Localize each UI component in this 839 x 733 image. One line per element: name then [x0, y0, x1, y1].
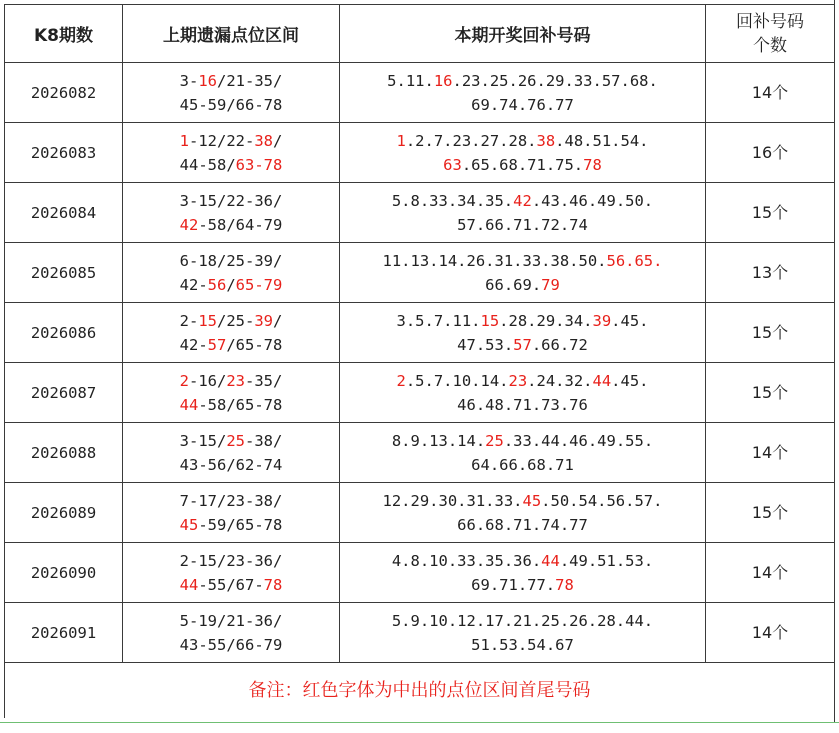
period-cell: 2026090	[5, 543, 123, 603]
number-text: -55/67-	[198, 575, 264, 594]
number-text: /	[226, 275, 236, 294]
numbers-line	[340, 369, 705, 393]
number-text: -16/	[189, 371, 227, 390]
number-text: 42-	[179, 275, 208, 294]
number-text: .33.44.46.49.55.	[503, 431, 654, 450]
number-text: 6-18/25-39/	[179, 251, 283, 270]
interval-line	[123, 189, 339, 213]
count-cell: 15个	[706, 183, 835, 243]
number-text: 5.11.	[387, 71, 434, 90]
number-text: -58/65-78	[198, 395, 283, 414]
number-text: 57.66.71.72.74	[457, 215, 588, 234]
table-row	[5, 63, 835, 123]
number-text: /21-35/	[217, 71, 283, 90]
numbers-cell	[340, 243, 706, 303]
header-count-line2: 个数	[753, 35, 787, 56]
interval-line	[123, 333, 339, 357]
numbers-line	[340, 273, 705, 297]
number-text: 7-17/23-38/	[179, 491, 283, 510]
interval-line	[123, 453, 339, 477]
highlighted-number: 16	[198, 71, 217, 90]
interval-line	[123, 93, 339, 117]
highlighted-number: 56	[207, 275, 227, 294]
interval-line	[123, 489, 339, 513]
period-cell: 2026091	[5, 603, 123, 663]
number-text: /25-	[217, 311, 255, 330]
highlighted-number: 2	[396, 371, 406, 390]
count-cell: 14个	[706, 603, 835, 663]
interval-cell	[123, 483, 340, 543]
table-row	[5, 543, 835, 603]
numbers-line	[340, 609, 705, 633]
highlighted-number: 1	[396, 131, 406, 150]
number-text: 64.66.68.71	[471, 455, 574, 474]
interval-line	[123, 249, 339, 273]
highlighted-number: 44	[541, 551, 560, 570]
number-text: 2-	[179, 311, 199, 330]
interval-line	[123, 393, 339, 417]
highlighted-number: 44	[592, 371, 612, 390]
interval-line	[123, 429, 339, 453]
count-cell: 13个	[706, 243, 835, 303]
table-row	[5, 603, 835, 663]
number-text: 69.74.76.77	[471, 95, 574, 114]
number-text: /	[273, 311, 283, 330]
number-text: .23.25.26.29.33.57.68.	[452, 71, 658, 90]
highlighted-number: 63-78	[235, 155, 283, 174]
interval-cell	[123, 543, 340, 603]
interval-line	[123, 69, 339, 93]
interval-cell	[123, 603, 340, 663]
number-text: -35/	[245, 371, 283, 390]
number-text: .43.46.49.50.	[531, 191, 654, 210]
number-text: .45.	[611, 371, 649, 390]
number-text: 3-15/	[179, 431, 227, 450]
interval-line	[123, 633, 339, 657]
number-text: .2.7.23.27.28.	[405, 131, 537, 150]
table-body	[5, 63, 835, 663]
highlighted-number: 42	[513, 191, 532, 210]
numbers-line	[340, 393, 705, 417]
header-count-line1: 回补号码	[736, 11, 804, 32]
period-cell: 2026084	[5, 183, 123, 243]
numbers-cell	[340, 183, 706, 243]
count-cell: 14个	[706, 63, 835, 123]
numbers-line	[340, 153, 705, 177]
number-text: 3-15/22-36/	[179, 191, 283, 210]
highlighted-number: 42	[179, 215, 199, 234]
highlighted-number: 63	[443, 155, 462, 174]
highlighted-number: 57	[513, 335, 532, 354]
highlighted-number: 78	[555, 575, 574, 594]
header-count	[706, 5, 835, 63]
highlighted-number: 44	[179, 575, 199, 594]
period-cell: 2026089	[5, 483, 123, 543]
number-text: 45-59/66-78	[179, 95, 283, 114]
numbers-cell	[340, 483, 706, 543]
number-text: 42-	[179, 335, 208, 354]
numbers-cell	[340, 543, 706, 603]
number-text: .66.72	[531, 335, 588, 354]
number-text: 46.48.71.73.76	[457, 395, 588, 414]
interval-line	[123, 213, 339, 237]
number-text: .50.54.56.57.	[541, 491, 663, 510]
highlighted-number: 1	[179, 131, 189, 150]
number-text: 5.9.10.12.17.21.25.26.28.44.	[391, 611, 654, 630]
numbers-line	[340, 573, 705, 597]
interval-cell	[123, 63, 340, 123]
numbers-line	[340, 333, 705, 357]
highlighted-number: 39	[592, 311, 612, 330]
number-text: 66.68.71.74.77	[457, 515, 588, 534]
number-text: /	[273, 131, 283, 150]
highlighted-number: 45	[179, 515, 199, 534]
numbers-line	[340, 189, 705, 213]
count-cell: 15个	[706, 363, 835, 423]
numbers-line	[340, 633, 705, 657]
highlighted-number: 79	[541, 275, 560, 294]
table-row	[5, 243, 835, 303]
numbers-cell	[340, 63, 706, 123]
interval-cell	[123, 243, 340, 303]
highlighted-number: 57	[207, 335, 227, 354]
interval-cell	[123, 423, 340, 483]
header-numbers: 本期开奖回补号码	[340, 5, 706, 63]
number-text: 8.9.13.14.	[391, 431, 486, 450]
count-cell: 14个	[706, 423, 835, 483]
interval-line	[123, 129, 339, 153]
numbers-line	[340, 453, 705, 477]
table-row	[5, 123, 835, 183]
numbers-line	[340, 129, 705, 153]
number-text: 43-56/62-74	[179, 455, 283, 474]
highlighted-number: 44	[179, 395, 199, 414]
table-row	[5, 183, 835, 243]
number-text: 69.71.77.	[471, 575, 556, 594]
highlighted-number: 23	[508, 371, 528, 390]
numbers-line	[340, 213, 705, 237]
number-text: .5.7.10.14.	[405, 371, 509, 390]
numbers-cell	[340, 603, 706, 663]
number-text: 51.53.54.67	[471, 635, 574, 654]
number-text: .45.	[611, 311, 649, 330]
period-cell: 2026085	[5, 243, 123, 303]
highlighted-number: 39	[254, 311, 273, 330]
number-text: .24.32.	[527, 371, 593, 390]
highlighted-number: 56.65.	[606, 251, 663, 270]
number-text: 47.53.	[457, 335, 514, 354]
highlighted-number: 15	[198, 311, 217, 330]
number-text: .28.29.34.	[499, 311, 593, 330]
table-row	[5, 483, 835, 543]
interval-line	[123, 153, 339, 177]
header-interval: 上期遗漏点位区间	[123, 5, 340, 63]
lottery-table-sheet	[4, 4, 834, 718]
highlighted-number: 15	[480, 311, 500, 330]
numbers-line	[340, 549, 705, 573]
number-text: 4.8.10.33.35.36.	[391, 551, 542, 570]
number-text: 3.5.7.11.	[396, 311, 481, 330]
highlighted-number: 38	[254, 131, 273, 150]
interval-cell	[123, 123, 340, 183]
highlighted-number: 23	[226, 371, 245, 390]
number-text: 5-19/21-36/	[179, 611, 283, 630]
numbers-line	[340, 69, 705, 93]
number-text: 11.13.14.26.31.33.38.50.	[382, 251, 607, 270]
highlighted-number: 38	[536, 131, 556, 150]
numbers-line	[340, 489, 705, 513]
interval-cell	[123, 303, 340, 363]
number-text: -59/65-78	[198, 515, 283, 534]
numbers-cell	[340, 123, 706, 183]
highlighted-number: 2	[179, 371, 189, 390]
numbers-line	[340, 93, 705, 117]
number-text: 43-55/66-79	[179, 635, 283, 654]
numbers-line	[340, 429, 705, 453]
number-text: 12.29.30.31.33.	[382, 491, 523, 510]
number-text: -12/22-	[189, 131, 255, 150]
number-text: 3-	[179, 71, 199, 90]
highlighted-number: 25	[485, 431, 504, 450]
table-row	[5, 363, 835, 423]
number-text: .48.51.54.	[555, 131, 649, 150]
numbers-cell	[340, 363, 706, 423]
interval-cell	[123, 183, 340, 243]
highlighted-number: 78	[263, 575, 283, 594]
numbers-line	[340, 513, 705, 537]
number-text: .49.51.53.	[559, 551, 654, 570]
highlighted-number: 45	[522, 491, 542, 510]
number-text: 2-15/23-36/	[179, 551, 283, 570]
number-text: .65.68.71.75.	[461, 155, 584, 174]
count-cell: 15个	[706, 483, 835, 543]
interval-line	[123, 309, 339, 333]
number-text: 66.69.	[485, 275, 542, 294]
interval-line	[123, 369, 339, 393]
note-row	[5, 663, 835, 719]
interval-line	[123, 549, 339, 573]
interval-cell	[123, 363, 340, 423]
header-row	[5, 5, 835, 63]
interval-line	[123, 609, 339, 633]
count-cell: 15个	[706, 303, 835, 363]
note-text: 备注：红色字体为中出的点位区间首尾号码	[5, 663, 835, 719]
number-text: -58/64-79	[198, 215, 283, 234]
number-text: 44-58/	[179, 155, 236, 174]
lottery-table	[4, 4, 835, 718]
number-text: 5.8.33.34.35.	[391, 191, 514, 210]
highlighted-number: 25	[226, 431, 245, 450]
period-cell: 2026087	[5, 363, 123, 423]
period-cell: 2026083	[5, 123, 123, 183]
numbers-cell	[340, 303, 706, 363]
numbers-line	[340, 309, 705, 333]
number-text: /65-78	[226, 335, 283, 354]
period-cell: 2026086	[5, 303, 123, 363]
table-row	[5, 423, 835, 483]
count-cell: 16个	[706, 123, 835, 183]
header-period: K8期数	[5, 5, 123, 63]
numbers-line	[340, 249, 705, 273]
highlighted-number: 78	[583, 155, 602, 174]
period-cell: 2026082	[5, 63, 123, 123]
number-text: -38/	[245, 431, 283, 450]
highlighted-number: 16	[433, 71, 453, 90]
period-cell: 2026088	[5, 423, 123, 483]
numbers-cell	[340, 423, 706, 483]
interval-line	[123, 273, 339, 297]
sheet-right-border	[834, 0, 835, 722]
highlighted-number: 65-79	[235, 275, 283, 294]
interval-line	[123, 513, 339, 537]
interval-line	[123, 573, 339, 597]
sheet-bottom-edge	[0, 722, 839, 733]
table-row	[5, 303, 835, 363]
count-cell: 14个	[706, 543, 835, 603]
